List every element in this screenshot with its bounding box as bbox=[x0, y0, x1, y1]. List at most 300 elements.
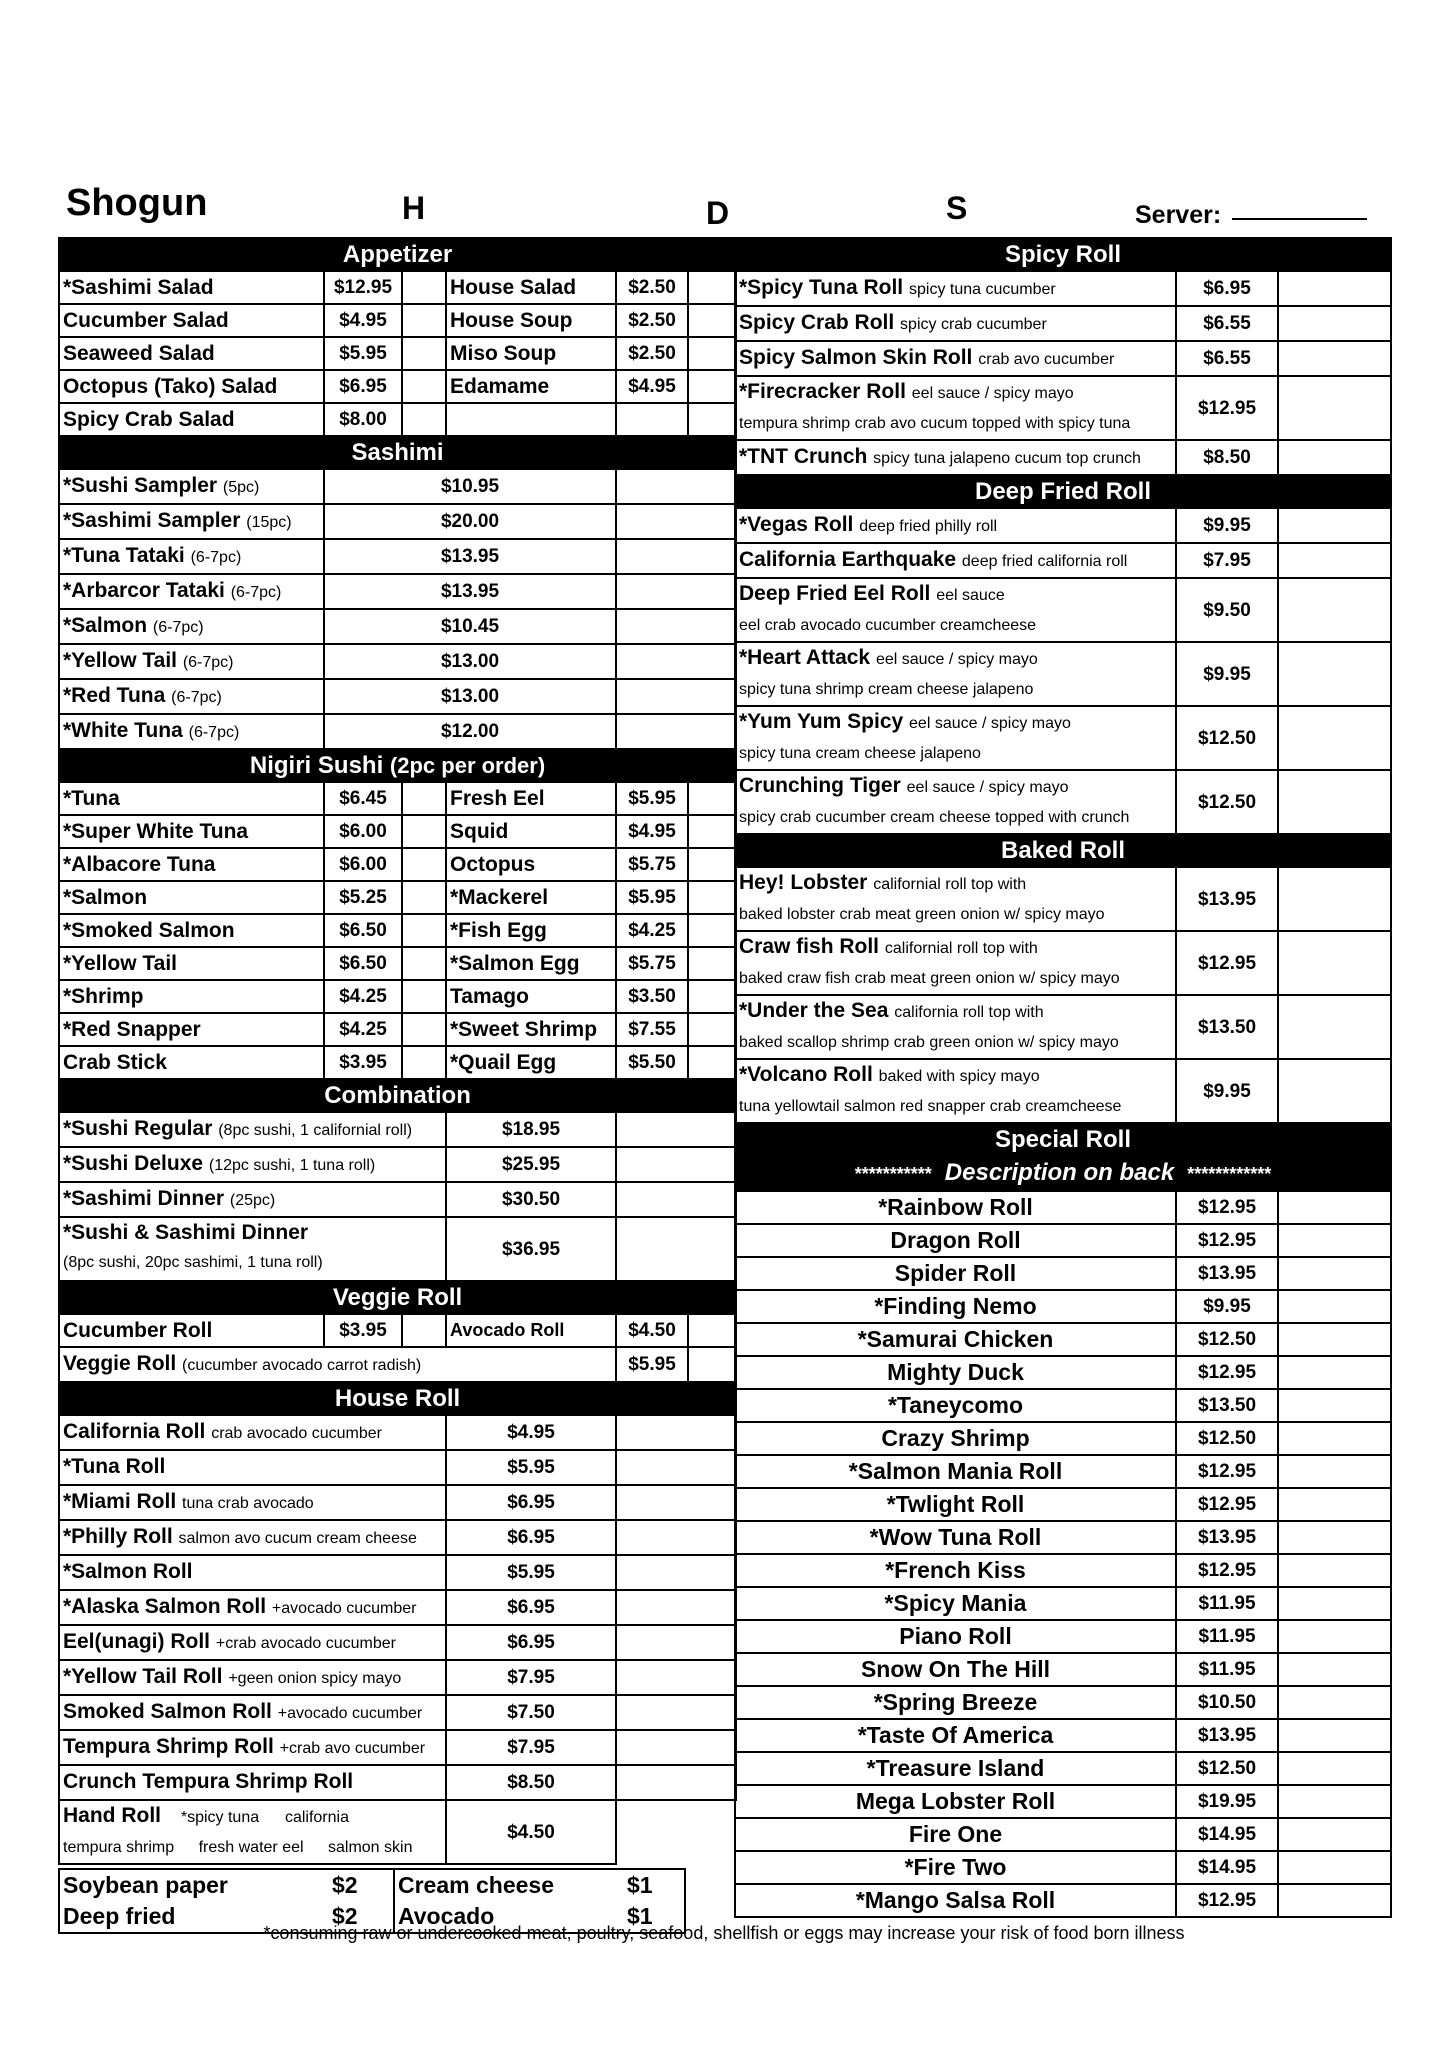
hand-roll-name: Hand Roll bbox=[63, 1804, 161, 1827]
baked-item: Craw fish Roll bbox=[739, 935, 880, 958]
special-price: $12.95 bbox=[1176, 1191, 1278, 1224]
deepfried-row bbox=[735, 543, 1391, 578]
baked-note: californial roll top with bbox=[873, 876, 1027, 893]
appetizer-item-a: Octopus (Tako) Salad bbox=[59, 370, 324, 403]
nigiri-price-a: $6.50 bbox=[324, 914, 402, 947]
spicy-item-cell bbox=[735, 306, 1176, 341]
tnt-note: spicy tuna jalapeno cucum top crunch bbox=[873, 450, 1141, 467]
sashimi-item: *Yellow Tail bbox=[63, 649, 177, 672]
house-item: *Tuna Roll bbox=[63, 1455, 166, 1478]
special-row bbox=[735, 1884, 1391, 1917]
appetizer-item-a: Spicy Crab Salad bbox=[59, 403, 324, 436]
sashimi-item: *Arbarcor Tataki bbox=[63, 579, 225, 602]
special-row bbox=[735, 1422, 1391, 1455]
baked-item: *Volcano Roll bbox=[739, 1063, 873, 1086]
special-row bbox=[735, 1257, 1391, 1290]
server-label: Server: bbox=[1135, 201, 1222, 229]
hand-roll-cell bbox=[59, 1800, 446, 1864]
deepfried-combo-note: eel sauce / spicy mayo bbox=[906, 779, 1069, 796]
house-item-cell bbox=[59, 1625, 446, 1660]
special-price: $12.95 bbox=[1176, 1224, 1278, 1257]
house-price: $7.50 bbox=[446, 1695, 616, 1730]
server-line bbox=[1232, 218, 1367, 220]
nigiri-price-b: $5.75 bbox=[616, 848, 688, 881]
sashimi-item: *Sashimi Sampler bbox=[63, 509, 241, 532]
right-menu-table bbox=[734, 237, 1392, 1918]
extras-item-a: Soybean paper bbox=[59, 1869, 329, 1901]
veggie-row2-note: (cucumber avocado carrot radish) bbox=[182, 1357, 422, 1374]
deepfried-header: Deep Fried Roll bbox=[735, 475, 1391, 508]
deepfried-combo-price: $9.95 bbox=[1176, 642, 1278, 706]
special-item: *French Kiss bbox=[735, 1554, 1176, 1587]
sashimi-row bbox=[59, 609, 736, 644]
special-row bbox=[735, 1587, 1391, 1620]
special-price: $14.95 bbox=[1176, 1818, 1278, 1851]
veggie-row2-name: Veggie Roll bbox=[63, 1352, 177, 1375]
deepfried-combo-item: Deep Fried Eel Roll bbox=[739, 582, 931, 605]
combo-last-price: $36.95 bbox=[446, 1217, 616, 1281]
deepfried-combo-note: eel sauce bbox=[936, 587, 1005, 604]
special-row bbox=[735, 1785, 1391, 1818]
appetizer-price-a: $5.95 bbox=[324, 337, 402, 370]
special-item: *Rainbow Roll bbox=[735, 1191, 1176, 1224]
special-price: $12.50 bbox=[1176, 1752, 1278, 1785]
spicy-note: crab avo cucumber bbox=[978, 351, 1115, 368]
nigiri-row bbox=[59, 1013, 736, 1046]
sashimi-price: $10.95 bbox=[324, 469, 616, 504]
spicy-item: *Spicy Tuna Roll bbox=[739, 276, 904, 299]
house-row bbox=[59, 1520, 736, 1555]
combination-item-cell bbox=[59, 1182, 446, 1217]
appetizer-price-a: $6.95 bbox=[324, 370, 402, 403]
combination-note: (25pc) bbox=[229, 1192, 276, 1209]
nigiri-item-b: *Fish Egg bbox=[446, 914, 616, 947]
appetizer-price-b bbox=[616, 403, 688, 436]
combination-item-cell bbox=[59, 1147, 446, 1182]
special-row bbox=[735, 1620, 1391, 1653]
combination-item-cell bbox=[59, 1112, 446, 1147]
house-item-cell bbox=[59, 1660, 446, 1695]
firecracker-note: eel sauce / spicy mayo bbox=[911, 385, 1074, 402]
sashimi-price: $20.00 bbox=[324, 504, 616, 539]
nigiri-price-a: $4.25 bbox=[324, 1013, 402, 1046]
nigiri-item-a: Crab Stick bbox=[59, 1046, 324, 1079]
nigiri-price-a: $3.95 bbox=[324, 1046, 402, 1079]
combination-price: $25.95 bbox=[446, 1147, 616, 1182]
combination-price: $18.95 bbox=[446, 1112, 616, 1147]
special-item: Dragon Roll bbox=[735, 1224, 1176, 1257]
nigiri-item-b: Squid bbox=[446, 815, 616, 848]
hand-roll-n1: *spicy tuna bbox=[180, 1809, 260, 1826]
combination-price: $30.50 bbox=[446, 1182, 616, 1217]
spicy-note: spicy crab cucumber bbox=[900, 316, 1047, 333]
sashimi-note: (6-7pc) bbox=[171, 689, 222, 706]
hand-roll-n4: fresh water eel bbox=[198, 1839, 304, 1856]
nigiri-item-b: *Mackerel bbox=[446, 881, 616, 914]
spicy-row bbox=[735, 306, 1391, 341]
spicy-item: Spicy Crab Roll bbox=[739, 311, 895, 334]
baked-price: $9.95 bbox=[1176, 1059, 1278, 1123]
special-row bbox=[735, 1686, 1391, 1719]
sashimi-item: *Tuna Tataki bbox=[63, 544, 185, 567]
tnt-name: *TNT Crunch bbox=[739, 445, 868, 468]
special-row bbox=[735, 1488, 1391, 1521]
firecracker-price: $12.95 bbox=[1176, 376, 1278, 440]
nigiri-item-a: *Tuna bbox=[59, 782, 324, 815]
appetizer-row bbox=[59, 271, 736, 304]
special-price: $13.95 bbox=[1176, 1521, 1278, 1554]
sashimi-item-cell bbox=[59, 469, 324, 504]
deepfried-item: *Vegas Roll bbox=[739, 513, 854, 536]
house-note: +crab avo cucumber bbox=[279, 1740, 426, 1757]
house-note: +crab avocado cucumber bbox=[215, 1635, 396, 1652]
special-item: *Twlight Roll bbox=[735, 1488, 1176, 1521]
sashimi-price: $13.95 bbox=[324, 574, 616, 609]
deepfried-combo-row bbox=[735, 578, 1391, 642]
sashimi-row bbox=[59, 539, 736, 574]
baked-header: Baked Roll bbox=[735, 834, 1391, 867]
health-disclaimer: *consuming raw or undercooked meat, poultry, seafood, shellfish or eggs may increase your risk of food born illness bbox=[263, 1923, 1185, 1943]
house-item-cell bbox=[59, 1450, 446, 1485]
appetizer-row bbox=[59, 403, 736, 436]
nigiri-price-b: $4.95 bbox=[616, 815, 688, 848]
house-note: tuna crab avocado bbox=[182, 1495, 314, 1512]
nigiri-item-a: *Yellow Tail bbox=[59, 947, 324, 980]
hand-roll-n3: tempura shrimp bbox=[63, 1839, 175, 1856]
deepfried-combo-row bbox=[735, 642, 1391, 706]
special-row bbox=[735, 1191, 1391, 1224]
nigiri-item-b: *Sweet Shrimp bbox=[446, 1013, 616, 1046]
veggie-row1-a: Cucumber Roll bbox=[59, 1314, 324, 1347]
baked-item-cell bbox=[735, 995, 1176, 1059]
house-item: Crunch Tempura Shrimp Roll bbox=[63, 1770, 354, 1793]
nigiri-item-b: Octopus bbox=[446, 848, 616, 881]
nigiri-item-a: *Salmon bbox=[59, 881, 324, 914]
nigiri-subtitle: (2pc per order) bbox=[389, 753, 546, 778]
special-price: $10.50 bbox=[1176, 1686, 1278, 1719]
nigiri-item-a: *Shrimp bbox=[59, 980, 324, 1013]
special-price: $12.95 bbox=[1176, 1356, 1278, 1389]
special-item: Crazy Shrimp bbox=[735, 1422, 1176, 1455]
nigiri-row bbox=[59, 914, 736, 947]
house-row bbox=[59, 1450, 736, 1485]
baked-price: $12.95 bbox=[1176, 931, 1278, 995]
baked-desc: tuna yellowtail salmon red snapper crab creamcheese bbox=[739, 1098, 1122, 1115]
special-item: *Treasure Island bbox=[735, 1752, 1176, 1785]
special-price: $12.95 bbox=[1176, 1884, 1278, 1917]
house-item: *Alaska Salmon Roll bbox=[63, 1595, 267, 1618]
deepfried-combo-row bbox=[735, 770, 1391, 834]
special-row bbox=[735, 1323, 1391, 1356]
house-row bbox=[59, 1625, 736, 1660]
house-price: $6.95 bbox=[446, 1625, 616, 1660]
special-row bbox=[735, 1389, 1391, 1422]
house-row bbox=[59, 1590, 736, 1625]
baked-desc: baked scallop shrimp crab green onion w/ spicy mayo bbox=[739, 1034, 1119, 1051]
combination-header: Combination bbox=[59, 1079, 736, 1112]
house-note: crab avocado cucumber bbox=[211, 1425, 382, 1442]
sashimi-price: $13.00 bbox=[324, 644, 616, 679]
house-price: $6.95 bbox=[446, 1590, 616, 1625]
baked-item: *Under the Sea bbox=[739, 999, 889, 1022]
special-row bbox=[735, 1455, 1391, 1488]
sashimi-note: (6-7pc) bbox=[182, 654, 234, 671]
deepfried-combo-desc: spicy crab cucumber cream cheese topped with crunch bbox=[739, 809, 1130, 826]
nigiri-item-b: Tamago bbox=[446, 980, 616, 1013]
appetizer-item-b: House Soup bbox=[446, 304, 616, 337]
appetizer-price-b: $2.50 bbox=[616, 271, 688, 304]
special-price: $19.95 bbox=[1176, 1785, 1278, 1818]
sashimi-note: (6-7pc) bbox=[230, 584, 282, 601]
sashimi-item-cell bbox=[59, 679, 324, 714]
house-item: *Yellow Tail Roll bbox=[63, 1665, 223, 1688]
nigiri-item-a: *Red Snapper bbox=[59, 1013, 324, 1046]
special-item: Mighty Duck bbox=[735, 1356, 1176, 1389]
special-row bbox=[735, 1752, 1391, 1785]
sashimi-item-cell bbox=[59, 504, 324, 539]
combo-last-note: (8pc sushi, 20pc sashimi, 1 tuna roll) bbox=[63, 1254, 323, 1271]
house-item: *Salmon Roll bbox=[63, 1560, 193, 1583]
house-item-cell bbox=[59, 1520, 446, 1555]
extras-price-b: $1 bbox=[624, 1901, 685, 1933]
special-stars-left: *********** bbox=[854, 1164, 932, 1184]
sashimi-price: $10.45 bbox=[324, 609, 616, 644]
deepfried-combo-item: *Heart Attack bbox=[739, 646, 871, 669]
sashimi-note: (15pc) bbox=[246, 514, 292, 531]
special-price: $11.95 bbox=[1176, 1587, 1278, 1620]
special-desc-row bbox=[735, 1156, 1391, 1191]
appetizer-price-b: $2.50 bbox=[616, 337, 688, 370]
deepfried-item-cell bbox=[735, 543, 1176, 578]
special-row bbox=[735, 1653, 1391, 1686]
deepfried-row bbox=[735, 508, 1391, 543]
nigiri-row bbox=[59, 881, 736, 914]
sashimi-item-cell bbox=[59, 539, 324, 574]
nigiri-price-b: $3.50 bbox=[616, 980, 688, 1013]
house-note: +avocado cucumber bbox=[271, 1600, 417, 1617]
special-row bbox=[735, 1521, 1391, 1554]
spicy-price: $6.55 bbox=[1176, 306, 1278, 341]
veggie-header: Veggie Roll bbox=[59, 1281, 736, 1314]
special-item: *Taste Of America bbox=[735, 1719, 1176, 1752]
nigiri-price-a: $6.45 bbox=[324, 782, 402, 815]
nigiri-row bbox=[59, 980, 736, 1013]
baked-note: californial roll top with bbox=[884, 940, 1038, 957]
deepfried-item-cell bbox=[735, 508, 1176, 543]
veggie-row1-ap: $3.95 bbox=[324, 1314, 402, 1347]
special-item: *Salmon Mania Roll bbox=[735, 1455, 1176, 1488]
house-header: House Roll bbox=[59, 1382, 736, 1415]
baked-item-cell bbox=[735, 1059, 1176, 1123]
baked-price: $13.50 bbox=[1176, 995, 1278, 1059]
combination-item: *Sushi Regular bbox=[63, 1117, 213, 1140]
sashimi-item: *Red Tuna bbox=[63, 684, 166, 707]
baked-row bbox=[735, 867, 1391, 931]
spicy-price: $6.95 bbox=[1176, 271, 1278, 306]
house-item: *Miami Roll bbox=[63, 1490, 177, 1513]
combination-note: (12pc sushi, 1 tuna roll) bbox=[208, 1157, 376, 1174]
deepfried-combo-item-cell bbox=[735, 578, 1176, 642]
spicy-header: Spicy Roll bbox=[735, 238, 1391, 271]
extras-item-b: Avocado bbox=[394, 1901, 624, 1933]
appetizer-item-b: House Salad bbox=[446, 271, 616, 304]
nigiri-item-a: *Albacore Tuna bbox=[59, 848, 324, 881]
extras-item-b: Cream cheese bbox=[394, 1869, 624, 1901]
special-item: Snow On The Hill bbox=[735, 1653, 1176, 1686]
nigiri-price-b: $5.95 bbox=[616, 881, 688, 914]
baked-desc: baked lobster crab meat green onion w/ spicy mayo bbox=[739, 906, 1105, 923]
special-item: *Spicy Mania bbox=[735, 1587, 1176, 1620]
spicy-row bbox=[735, 271, 1391, 306]
appetizer-item-b: Miso Soup bbox=[446, 337, 616, 370]
appetizer-price-a: $8.00 bbox=[324, 403, 402, 436]
house-item-cell bbox=[59, 1765, 446, 1800]
extras-row bbox=[59, 1869, 685, 1901]
deepfried-combo-note: eel sauce / spicy mayo bbox=[875, 651, 1038, 668]
deepfried-combo-item-cell bbox=[735, 642, 1176, 706]
house-note: salmon avo cucum cream cheese bbox=[178, 1530, 417, 1547]
house-item-cell bbox=[59, 1485, 446, 1520]
appetizer-item-b bbox=[446, 403, 616, 436]
spicy-item-cell bbox=[735, 271, 1176, 306]
special-price: $9.95 bbox=[1176, 1290, 1278, 1323]
house-row bbox=[59, 1485, 736, 1520]
spicy-note: spicy tuna cucumber bbox=[908, 281, 1056, 298]
sashimi-note: (6-7pc) bbox=[152, 619, 204, 636]
deepfried-combo-item: *Yum Yum Spicy bbox=[739, 710, 904, 733]
baked-item-cell bbox=[735, 931, 1176, 995]
house-item: Eel(unagi) Roll bbox=[63, 1630, 210, 1653]
house-item-cell bbox=[59, 1555, 446, 1590]
special-item: Mega Lobster Roll bbox=[735, 1785, 1176, 1818]
baked-note: california roll top with bbox=[894, 1004, 1044, 1021]
house-price: $5.95 bbox=[446, 1450, 616, 1485]
house-price: $6.95 bbox=[446, 1485, 616, 1520]
special-item: *Samurai Chicken bbox=[735, 1323, 1176, 1356]
special-item: *Fire Two bbox=[735, 1851, 1176, 1884]
deepfried-combo-price: $12.50 bbox=[1176, 770, 1278, 834]
firecracker-cell bbox=[735, 376, 1176, 440]
baked-price: $13.95 bbox=[1176, 867, 1278, 931]
header-s: S bbox=[946, 190, 968, 226]
tnt-price: $8.50 bbox=[1176, 440, 1278, 475]
house-row bbox=[59, 1730, 736, 1765]
veggie-row2-price: $5.95 bbox=[616, 1347, 688, 1382]
sashimi-row bbox=[59, 504, 736, 539]
special-price: $11.95 bbox=[1176, 1653, 1278, 1686]
house-item: *Philly Roll bbox=[63, 1525, 173, 1548]
sashimi-row bbox=[59, 469, 736, 504]
combination-row bbox=[59, 1147, 736, 1182]
nigiri-header bbox=[59, 749, 736, 782]
house-row bbox=[59, 1765, 736, 1800]
special-row bbox=[735, 1719, 1391, 1752]
special-header: Special Roll bbox=[735, 1123, 1391, 1156]
nigiri-row bbox=[59, 815, 736, 848]
spicy-item-cell bbox=[735, 341, 1176, 376]
house-row bbox=[59, 1660, 736, 1695]
deepfried-combo-item-cell bbox=[735, 770, 1176, 834]
special-item: *Spring Breeze bbox=[735, 1686, 1176, 1719]
nigiri-item-b: *Quail Egg bbox=[446, 1046, 616, 1079]
hand-roll-n2: california bbox=[284, 1809, 349, 1826]
deepfried-note: deep fried california roll bbox=[961, 553, 1128, 570]
baked-item-cell bbox=[735, 867, 1176, 931]
extras-item-a: Deep fried bbox=[59, 1901, 329, 1933]
veggie-row1-b: Avocado Roll bbox=[446, 1314, 616, 1347]
special-price: $11.95 bbox=[1176, 1620, 1278, 1653]
special-row bbox=[735, 1818, 1391, 1851]
appetizer-item-a: Cucumber Salad bbox=[59, 304, 324, 337]
combination-row bbox=[59, 1112, 736, 1147]
special-price: $13.95 bbox=[1176, 1257, 1278, 1290]
header-d: D bbox=[706, 195, 730, 231]
baked-desc: baked craw fish crab meat green onion w/ spicy mayo bbox=[739, 970, 1120, 987]
nigiri-price-b: $4.25 bbox=[616, 914, 688, 947]
house-price: $4.95 bbox=[446, 1415, 616, 1450]
appetizer-header: Appetizer bbox=[59, 238, 736, 271]
baked-row bbox=[735, 1059, 1391, 1123]
sashimi-row bbox=[59, 714, 736, 749]
sashimi-row bbox=[59, 574, 736, 609]
special-row bbox=[735, 1290, 1391, 1323]
house-item: Tempura Shrimp Roll bbox=[63, 1735, 274, 1758]
nigiri-row bbox=[59, 1046, 736, 1079]
appetizer-price-b: $4.95 bbox=[616, 370, 688, 403]
house-item: California Roll bbox=[63, 1420, 206, 1443]
special-row bbox=[735, 1554, 1391, 1587]
sashimi-price: $13.00 bbox=[324, 679, 616, 714]
house-item-cell bbox=[59, 1590, 446, 1625]
extras-price-a: $2 bbox=[329, 1869, 394, 1901]
nigiri-item-a: *Super White Tuna bbox=[59, 815, 324, 848]
special-row bbox=[735, 1224, 1391, 1257]
appetizer-item-a: *Sashimi Salad bbox=[59, 271, 324, 304]
combination-item: *Sushi Deluxe bbox=[63, 1152, 204, 1175]
nigiri-item-b: *Salmon Egg bbox=[446, 947, 616, 980]
house-price: $6.95 bbox=[446, 1520, 616, 1555]
special-price: $12.95 bbox=[1176, 1455, 1278, 1488]
special-item: *Mango Salsa Roll bbox=[735, 1884, 1176, 1917]
nigiri-price-a: $5.25 bbox=[324, 881, 402, 914]
nigiri-item-b: Fresh Eel bbox=[446, 782, 616, 815]
header-h: H bbox=[402, 190, 426, 226]
special-item: *Taneycomo bbox=[735, 1389, 1176, 1422]
sashimi-price: $13.95 bbox=[324, 539, 616, 574]
house-row bbox=[59, 1695, 736, 1730]
nigiri-price-b: $5.75 bbox=[616, 947, 688, 980]
special-price: $13.95 bbox=[1176, 1719, 1278, 1752]
special-item: Spider Roll bbox=[735, 1257, 1176, 1290]
sashimi-row bbox=[59, 679, 736, 714]
special-row bbox=[735, 1851, 1391, 1884]
deepfried-combo-price: $9.50 bbox=[1176, 578, 1278, 642]
deepfried-combo-price: $12.50 bbox=[1176, 706, 1278, 770]
appetizer-price-b: $2.50 bbox=[616, 304, 688, 337]
spicy-row bbox=[735, 341, 1391, 376]
nigiri-price-a: $6.00 bbox=[324, 815, 402, 848]
special-price: $14.95 bbox=[1176, 1851, 1278, 1884]
house-price: $8.50 bbox=[446, 1765, 616, 1800]
sashimi-price: $12.00 bbox=[324, 714, 616, 749]
house-item-cell bbox=[59, 1730, 446, 1765]
house-price: $7.95 bbox=[446, 1730, 616, 1765]
sashimi-item: *Sushi Sampler bbox=[63, 474, 218, 497]
deepfried-combo-desc: spicy tuna shrimp cream cheese jalapeno bbox=[739, 681, 1034, 698]
sashimi-item: *Salmon bbox=[63, 614, 148, 637]
left-menu-table bbox=[58, 237, 737, 1865]
house-row bbox=[59, 1555, 736, 1590]
